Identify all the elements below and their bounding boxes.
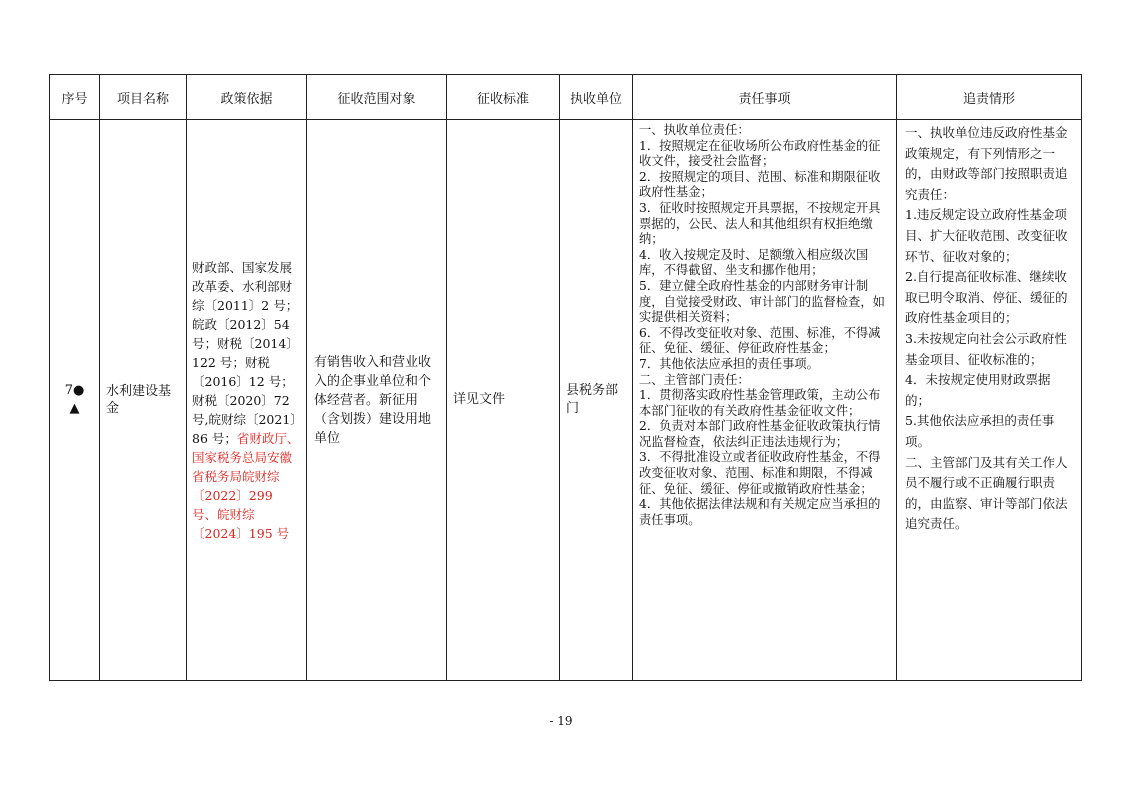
cell-scope: 有销售收入和营业收入的企事业单位和个体经营者。新征用（含划拨）建设用地单位 [307,120,447,681]
table-row [50,120,1082,681]
accountability-item: 1.违反规定设立政府性基金项目、扩大征收范围、改变征收环节、征收对象的； [905,207,1068,264]
table-header-row [50,75,1082,120]
duty-item: 2．负责对本部门政府性基金征收政策执行情况监督检查，依法纠正违法违规行为； [639,419,881,449]
duty-item: 一、执收单位责任： [639,123,750,137]
accountability-item: 一、执收单位违反政府性基金政策规定，有下列情形之一的，由财政等部门按照职责追究责任： [905,125,1068,202]
header-standard: 征收标准 [447,75,560,120]
accountability-item: 4．未按规定使用财政票据的； [905,372,1051,408]
row-number: 7● [64,383,85,398]
policy-table [49,74,1082,681]
duty-item: 7．其他依法应承担的责任事项。 [639,356,819,371]
header-no: 序号 [50,75,100,120]
triangle-icon: ▲ [69,401,80,416]
accountability-item: 3.未按规定向社会公示政府性基金项目、征收标准的； [905,330,1067,367]
accountability-item: 2.自行提高征收标准、继续收取已明令取消、停征、缓征的政府性基金项目的； [905,269,1068,326]
duty-item: 2．按照规定的项目、范围、标准和期限征收政府性基金； [639,169,881,200]
duty-item: 4．其他依据法律法规和有关规定应当承担的责任事项。 [639,497,881,527]
duty-item: 1．贯彻落实政府性基金管理政策，主动公布本部门征收的有关政府性基金征收文件； [639,388,881,418]
accountability-item: 5.其他依法应承担的责任事项。 [905,413,1055,449]
cell-duties [633,120,897,681]
duty-item: 3．不得批准设立或者征收政府性基金，不得改变征收对象、范围、标准和期限，不得减征、免征、缓征、停征或撤销政府性基金； [639,450,881,496]
header-name: 项目名称 [100,75,187,120]
duty-item: 4．收入按规定及时、足额缴入相应级次国库，不得截留、坐支和挪作他用； [639,247,869,278]
cell-name: 水利建设基金 [100,120,187,681]
header-unit: 执收单位 [560,75,633,120]
header-accountability: 追责情形 [897,75,1082,120]
cell-standard: 详见文件 [447,120,560,681]
accountability-item: 二、主管部门及其有关工作人员不履行或不正确履行职责的，由监察、审计等部门依法追究责任。 [905,454,1068,532]
duty-item: 3．征收时按照规定开具票据，不按规定开具票据的，公民、法人和其他组织有权拒绝缴纳； [639,200,881,247]
duty-item: 1．按照规定在征收场所公布政府性基金的征收文件，接受社会监督； [639,138,881,169]
cell-no [50,120,100,681]
duty-item: 二、主管部门责任： [639,372,750,387]
header-basis: 政策依据 [187,75,307,120]
cell-unit: 县税务部门 [560,120,633,681]
basis-text-red: 省财政厅、国家税务总局安徽省税务局皖财综〔2022〕299 号、皖财综〔2024〕195 号 [192,430,300,541]
header-duties: 责任事项 [633,75,897,120]
cell-basis [187,120,307,681]
duty-item: 6．不得改变征收对象、范围、标准，不得减征、免征、缓征、停征政府性基金； [639,325,881,356]
header-scope: 征收范围对象 [307,75,447,120]
basis-text: 财政部、国家发展改革委、水利部财综〔2011〕2 号；皖政〔2012〕54 号；财税〔2014〕122 号；财税〔2016〕12 号；财税〔2020〕72 号,皖财综〔2021〕86 号； [192,259,299,446]
cell-accountability [897,120,1082,681]
page-number: - 19 [549,714,573,728]
duty-item: 5．建立健全政府性基金的内部财务审计制度，自觉接受财政、审计部门的监督检查，如实提供相关资料； [639,278,885,325]
